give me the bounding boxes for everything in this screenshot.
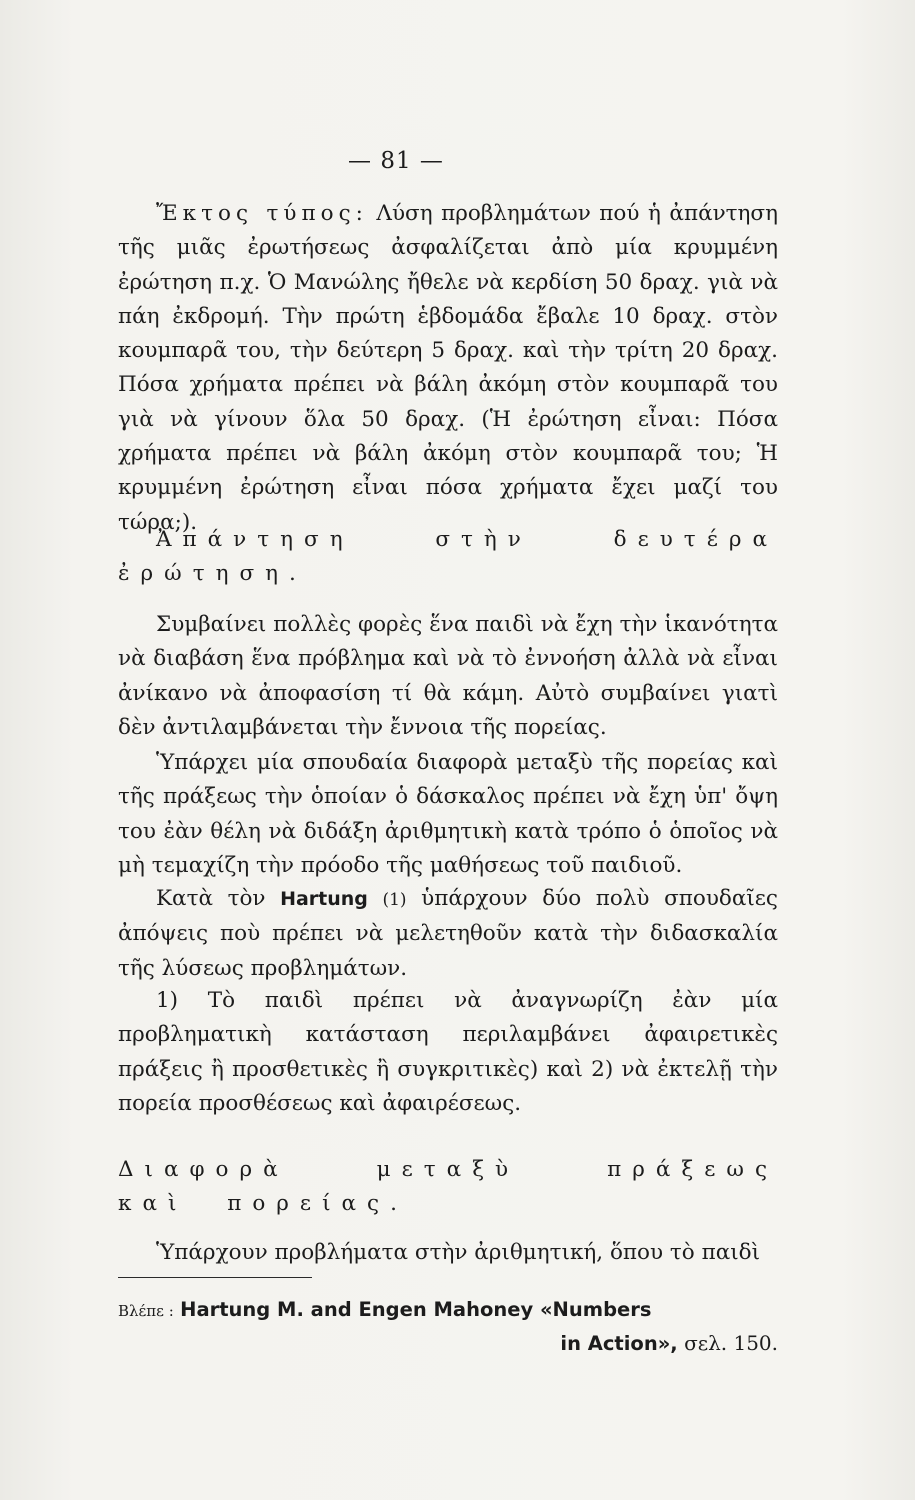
- footnote-page-ref: σελ. 150.: [684, 1331, 778, 1355]
- footnote-marker: (1): [382, 890, 407, 910]
- paragraph-text: Λύση προβλημάτων πού ἡ ἀπάντηση τῆς μιᾶς ἐρωτήσεως ἀσφαλίζεται ἀπὸ μία κρυμμένη ἐρώτηση π.χ. Ὁ Μανώλης ἤθελε νὰ κερδίση 50 δραχ. γιὰ νὰ πάη ἐκδρομή. Τὴν πρώτη ἑβδομάδα ἔβαλε 10 δραχ. στὸν κουμπαρᾶ του, τὴν δεύτερη 5 δραχ. καὶ τὴν τρίτη 20 δραχ. Πόσα χρήματα πρέπει νὰ βάλη ἀκόμη στὸν κουμπαρᾶ του γιὰ νὰ γίνουν ὅλα 50 δραχ. (Ἡ ἐρώτηση εἶναι: Πόσα χρήματα πρέπει νὰ βάλη ἀκόμη στὸν κουμπαρᾶ του; Ἡ κρυμμένη ἐρώτηση εἶναι πόσα χρήματα ἔχει μαζί του τώρα;).: [118, 201, 778, 535]
- heading-text: Ἀπάντηση στὴν δευτέρα ἐρώτηση.: [118, 527, 778, 587]
- footnote-line-2: [118, 1327, 778, 1360]
- paragraph-ektos-typos: [118, 197, 778, 540]
- paragraph-list: [118, 984, 778, 1121]
- paragraph-hartung: [118, 882, 778, 986]
- heading-apantisi: [118, 523, 778, 592]
- author-name: Hartung: [280, 888, 368, 910]
- paragraph-label: Ἔκτος τύπος:: [156, 201, 368, 226]
- footnote-divider: [118, 1277, 312, 1278]
- page-number: — 81 —: [348, 148, 444, 174]
- heading-diafora: [118, 1153, 778, 1222]
- paragraph-last: [118, 1236, 778, 1270]
- paragraph-text-before: Κατὰ τὸν: [156, 886, 266, 911]
- paragraph-text: Ὑπάρχουν προβλήματα στὴν ἀριθμητική, ὅπου τὸ παιδὶ: [156, 1240, 761, 1265]
- paragraph-yparchei: [118, 746, 778, 883]
- heading-text: Διαφορὰ μεταξὺ πράξεως καὶ πορείας.: [118, 1157, 778, 1217]
- paragraph-text: 1) Τὸ παιδὶ πρέπει νὰ ἀναγνωρίζη ἐὰν μία προβληματικὴ κατάσταση περιλαμβάνει ἀφαιρετικὲς πράξεις ἢ προσθετικὲς ἢ συγκριτικὲς) καὶ 2) νὰ ἐκτελῇ τὴν πορεία προσθέσεως καὶ ἀφαιρέσεως.: [118, 988, 778, 1116]
- paragraph-symvainei: [118, 608, 778, 745]
- paragraph-text-after: ὑπάρχουν δύο πολὺ σπουδαῖες ἀπόψεις ποὺ πρέπει νὰ μελετηθοῦν κατὰ τὴν διδασκαλία τῆς λύσεως προβλημάτων.: [118, 886, 778, 981]
- paragraph-text: Ὑπάρχει μία σπουδαία διαφορὰ μεταξὺ τῆς πορείας καὶ τῆς πράξεως τὴν ὁποίαν ὁ δάσκαλος πρέπει νὰ ἔχη ὑπ' ὄψη του ἐὰν θέλη νὰ διδάξη ἀριθμητικὴ κατὰ τρόπο ὁ ὁποῖος νὰ μὴ τεμαχίζη τὴν πρόοδο τῆς μαθήσεως τοῦ παιδιοῦ.: [118, 750, 778, 878]
- footnote-title-end: in Action»,: [560, 1332, 678, 1355]
- footnote-label: Βλέπε :: [118, 1302, 174, 1320]
- paragraph-text: Συμβαίνει πολλὲς φορὲς ἕνα παιδὶ νὰ ἔχη τὴν ἱκανότητα νὰ διαβάση ἕνα πρόβλημα καὶ νὰ τὸ ἐννοήση ἀλλὰ νὰ εἶναι ἀνίκανο νὰ ἀποφασίση τί θὰ κάμη. Αὐτὸ συμβαίνει γιατὶ δὲν ἀντιλαμβάνεται τὴν ἔννοια τῆς πορείας.: [118, 612, 778, 740]
- footnote: [118, 1293, 778, 1360]
- footnote-authors: Hartung M. and Engen Mahoney «Numbers: [180, 1298, 652, 1321]
